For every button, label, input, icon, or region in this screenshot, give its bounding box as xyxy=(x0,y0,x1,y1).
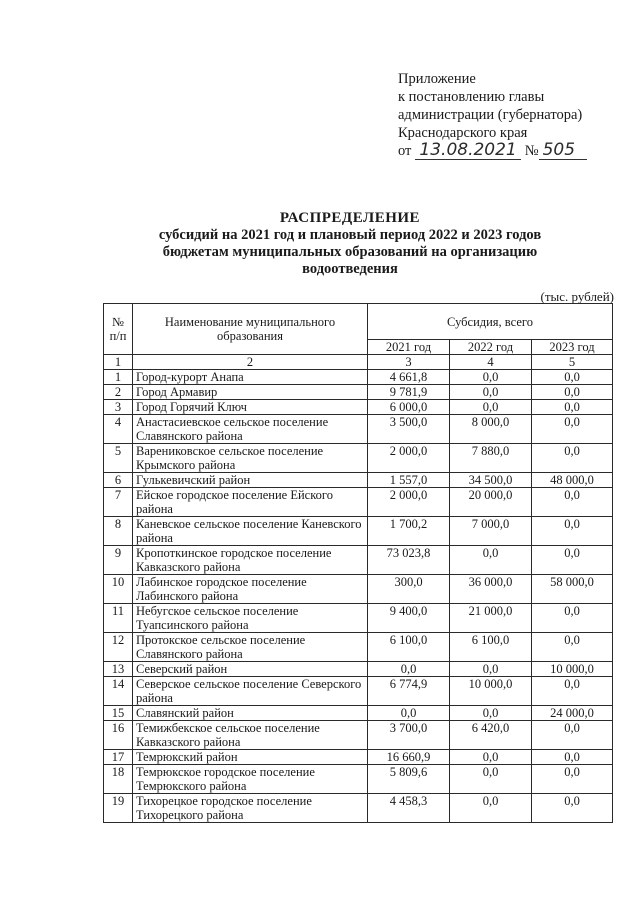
row-number: 7 xyxy=(104,488,133,517)
table-row xyxy=(104,517,613,546)
subsidy-2023: 0,0 xyxy=(532,415,613,444)
subsidy-2022: 0,0 xyxy=(450,662,532,677)
subsidy-2022: 6 100,0 xyxy=(450,633,532,662)
row-number: 10 xyxy=(104,575,133,604)
subsidy-2022: 10 000,0 xyxy=(450,677,532,706)
subsidy-2023: 0,0 xyxy=(532,444,613,473)
row-number: 3 xyxy=(104,400,133,415)
decree-number: 505 xyxy=(539,142,587,160)
subsidy-2021: 6 774,9 xyxy=(368,677,450,706)
decree-date: 13.08.2021 xyxy=(415,142,520,160)
municipality-name: Ейское городское поселение Ейского района xyxy=(133,488,368,517)
subsidy-2021: 4 458,3 xyxy=(368,794,450,823)
subsidy-2021: 3 700,0 xyxy=(368,721,450,750)
subsidy-2022: 0,0 xyxy=(450,546,532,575)
table-row xyxy=(104,604,613,633)
appendix-line: администрации (губернатора) xyxy=(398,107,583,123)
subsidy-2021: 2 000,0 xyxy=(368,444,450,473)
row-number: 18 xyxy=(104,765,133,794)
table-row xyxy=(104,765,613,794)
table-row xyxy=(104,415,613,444)
table-row xyxy=(104,444,613,473)
row-number: 4 xyxy=(104,415,133,444)
subsidy-2023: 58 000,0 xyxy=(532,575,613,604)
municipality-name: Город-курорт Анапа xyxy=(133,370,368,385)
subsidy-2023: 0,0 xyxy=(532,750,613,765)
municipality-name: Каневское сельское поселение Каневского района xyxy=(133,517,368,546)
subsidy-2022: 0,0 xyxy=(450,794,532,823)
subsidy-2021: 1 700,2 xyxy=(368,517,450,546)
table-row xyxy=(104,706,613,721)
subsidy-2023: 0,0 xyxy=(532,721,613,750)
subsidy-2022: 34 500,0 xyxy=(450,473,532,488)
table-row xyxy=(104,750,613,765)
subsidy-2021: 16 660,9 xyxy=(368,750,450,765)
title-line: водоотведения xyxy=(302,261,398,277)
subsidy-2021: 9 400,0 xyxy=(368,604,450,633)
municipality-name: Темижбекское сельское поселение Кавказского района xyxy=(133,721,368,750)
table-row xyxy=(104,575,613,604)
subsidy-2022: 0,0 xyxy=(450,370,532,385)
column-number: 2 xyxy=(133,355,368,370)
units-label: (тыс. рублей) xyxy=(540,289,614,304)
col-header-year: 2021 год xyxy=(368,340,450,355)
row-number: 1 xyxy=(104,370,133,385)
table-row xyxy=(104,662,613,677)
appendix-line: к постановлению главы xyxy=(398,89,545,105)
municipality-name: Тихорецкое городское поселение Тихорецкого района xyxy=(133,794,368,823)
table-row xyxy=(104,400,613,415)
column-number: 3 xyxy=(368,355,450,370)
subsidy-2022: 0,0 xyxy=(450,706,532,721)
subsidy-2021: 300,0 xyxy=(368,575,450,604)
distribution-table xyxy=(103,303,613,823)
municipality-name: Темрюкский район xyxy=(133,750,368,765)
subsidy-2023: 48 000,0 xyxy=(532,473,613,488)
subsidy-2023: 0,0 xyxy=(532,604,613,633)
subsidy-2022: 6 420,0 xyxy=(450,721,532,750)
row-number: 17 xyxy=(104,750,133,765)
subsidy-2022: 7 880,0 xyxy=(450,444,532,473)
appendix-line: Краснодарского края xyxy=(398,125,528,141)
subsidy-2021: 4 661,8 xyxy=(368,370,450,385)
title-line: субсидий на 2021 год и плановый период 2022 и 2023 годов xyxy=(158,227,542,243)
col-header-number: № п/п xyxy=(104,304,133,355)
column-number: 4 xyxy=(450,355,532,370)
row-number: 2 xyxy=(104,385,133,400)
subsidy-2021: 6 000,0 xyxy=(368,400,450,415)
municipality-name: Лабинское городское поселение Лабинского района xyxy=(133,575,368,604)
number-label: № xyxy=(524,143,539,159)
title-line: бюджетам муниципальных образований на организацию xyxy=(162,244,538,260)
subsidy-2023: 0,0 xyxy=(532,546,613,575)
appendix-line: Приложение xyxy=(398,71,476,87)
table-row xyxy=(104,721,613,750)
subsidy-2022: 21 000,0 xyxy=(450,604,532,633)
subsidy-2021: 0,0 xyxy=(368,706,450,721)
municipality-name: Анастасиевское сельское поселение Славянского района xyxy=(133,415,368,444)
table-row xyxy=(104,794,613,823)
table-row xyxy=(104,488,613,517)
subsidy-2021: 3 500,0 xyxy=(368,415,450,444)
subsidy-2021: 2 000,0 xyxy=(368,488,450,517)
from-label: от xyxy=(398,143,412,159)
municipality-name: Протокское сельское поселение Славянского района xyxy=(133,633,368,662)
subsidy-2021: 73 023,8 xyxy=(368,546,450,575)
subsidy-2023: 0,0 xyxy=(532,633,613,662)
column-number: 5 xyxy=(532,355,613,370)
table-row xyxy=(104,633,613,662)
title-main: РАСПРЕДЕЛЕНИЕ xyxy=(279,210,421,226)
subsidy-2022: 8 000,0 xyxy=(450,415,532,444)
subsidy-2022: 36 000,0 xyxy=(450,575,532,604)
subsidy-2021: 9 781,9 xyxy=(368,385,450,400)
subsidy-2021: 0,0 xyxy=(368,662,450,677)
municipality-name: Небугское сельское поселение Туапсинского района xyxy=(133,604,368,633)
municipality-name: Гулькевичский район xyxy=(133,473,368,488)
row-number: 8 xyxy=(104,517,133,546)
municipality-name: Северский район xyxy=(133,662,368,677)
subsidy-2023: 10 000,0 xyxy=(532,662,613,677)
row-number: 6 xyxy=(104,473,133,488)
municipality-name: Темрюкское городское поселение Темрюкского района xyxy=(133,765,368,794)
row-number: 13 xyxy=(104,662,133,677)
col-header-subsidy: Субсидия, всего xyxy=(368,304,613,340)
subsidy-2021: 1 557,0 xyxy=(368,473,450,488)
row-number: 12 xyxy=(104,633,133,662)
subsidy-2023: 0,0 xyxy=(532,488,613,517)
subsidy-2023: 0,0 xyxy=(532,517,613,546)
subsidy-2023: 0,0 xyxy=(532,677,613,706)
subsidy-2023: 0,0 xyxy=(532,765,613,794)
municipality-name: Город Армавир xyxy=(133,385,368,400)
subsidy-2023: 0,0 xyxy=(532,370,613,385)
municipality-name: Славянский район xyxy=(133,706,368,721)
row-number: 5 xyxy=(104,444,133,473)
subsidy-2023: 24 000,0 xyxy=(532,706,613,721)
document-title xyxy=(100,210,600,278)
subsidy-2022: 7 000,0 xyxy=(450,517,532,546)
table-row xyxy=(104,546,613,575)
subsidy-2021: 6 100,0 xyxy=(368,633,450,662)
column-number-row xyxy=(104,355,613,370)
municipality-name: Город Горячий Ключ xyxy=(133,400,368,415)
municipality-name: Варениковское сельское поселение Крымского района xyxy=(133,444,368,473)
row-number: 11 xyxy=(104,604,133,633)
row-number: 16 xyxy=(104,721,133,750)
table-row xyxy=(104,473,613,488)
table-row xyxy=(104,385,613,400)
subsidy-2023: 0,0 xyxy=(532,794,613,823)
row-number: 15 xyxy=(104,706,133,721)
appendix-block xyxy=(398,70,628,160)
subsidy-2023: 0,0 xyxy=(532,400,613,415)
row-number: 19 xyxy=(104,794,133,823)
subsidy-2022: 0,0 xyxy=(450,400,532,415)
decree-reference xyxy=(398,142,628,160)
subsidy-2022: 0,0 xyxy=(450,385,532,400)
subsidy-2022: 0,0 xyxy=(450,750,532,765)
table-row xyxy=(104,370,613,385)
row-number: 9 xyxy=(104,546,133,575)
column-number: 1 xyxy=(104,355,133,370)
subsidy-2023: 0,0 xyxy=(532,385,613,400)
row-number: 14 xyxy=(104,677,133,706)
col-header-year: 2022 год xyxy=(450,340,532,355)
subsidy-2022: 0,0 xyxy=(450,765,532,794)
table-row xyxy=(104,677,613,706)
col-header-name: Наименование муниципального образования xyxy=(133,304,368,355)
municipality-name: Кропоткинское городское поселение Кавказского района xyxy=(133,546,368,575)
subsidy-2022: 20 000,0 xyxy=(450,488,532,517)
municipality-name: Северское сельское поселение Северского района xyxy=(133,677,368,706)
col-header-year: 2023 год xyxy=(532,340,613,355)
subsidy-2021: 5 809,6 xyxy=(368,765,450,794)
